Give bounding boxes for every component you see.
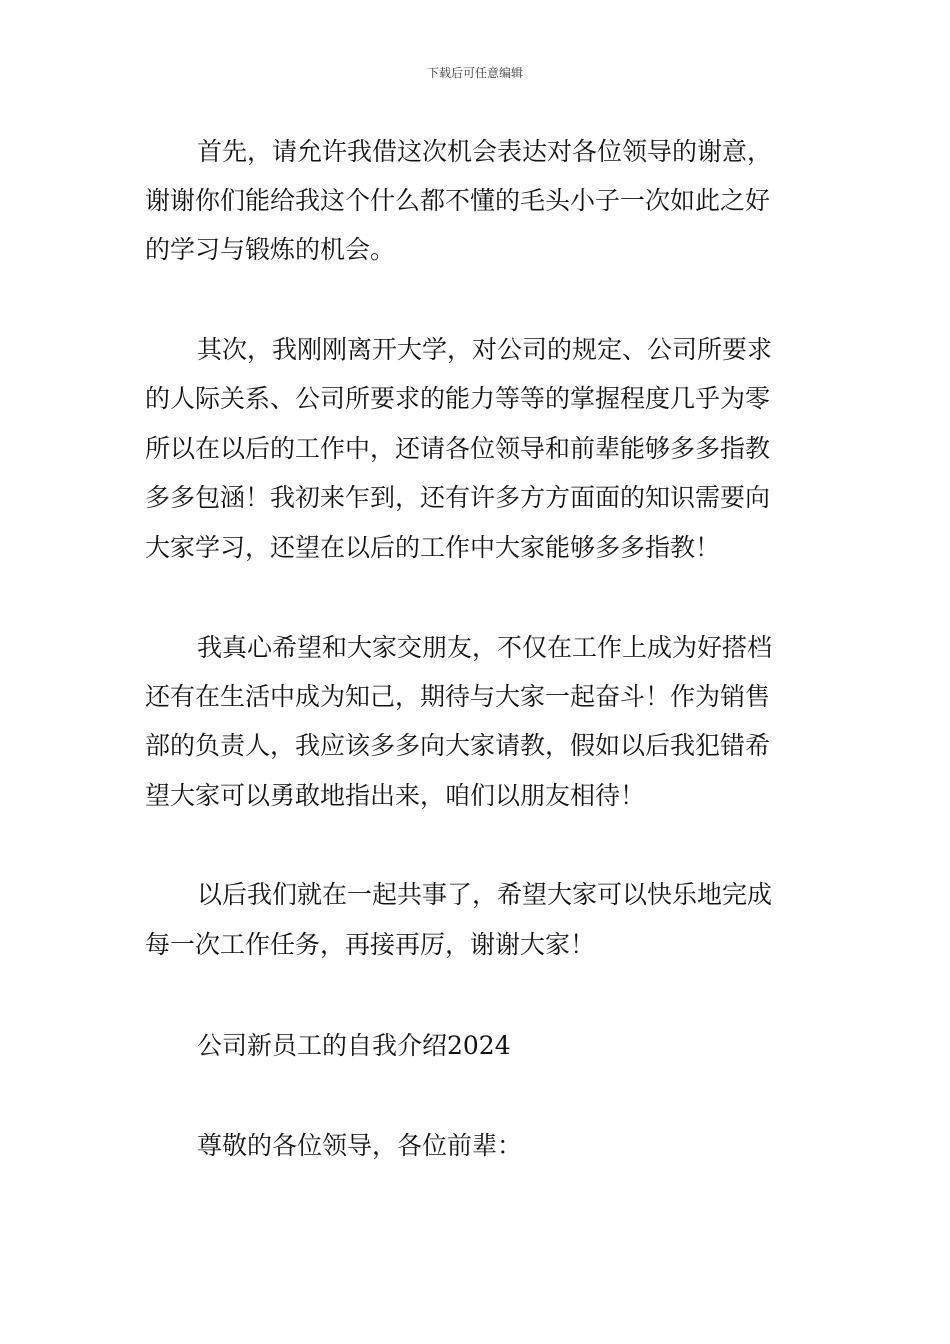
paragraph-line: 谢谢你们能给我这个什么都不懂的毛头小子一次如此之好 <box>145 186 771 215</box>
salutation: 尊敬的各位领导，各位前辈： <box>197 1131 523 1160</box>
paragraph-line: 大家学习，还望在以后的工作中大家能够多多指教！ <box>145 533 721 562</box>
paragraph-line: 多多包涵！我初来乍到，还有许多方方面面的知识需要向 <box>145 483 771 512</box>
paragraph-line: 其次，我刚刚离开大学，对公司的规定、公司所要求 <box>197 335 773 364</box>
paragraph-line: 部的负责人，我应该多多向大家请教，假如以后我犯错希 <box>145 731 771 760</box>
paragraph-line: 还有在生活中成为知己，期待与大家一起奋斗！作为销售 <box>145 682 771 711</box>
paragraph-line: 以后我们就在一起共事了，希望大家可以快乐地完成 <box>197 880 773 909</box>
paragraph-line: 每一次工作任务，再接再厉，谢谢大家！ <box>145 930 596 959</box>
paragraph-line: 的人际关系、公司所要求的能力等等的掌握程度几乎为零 <box>145 384 771 413</box>
paragraph-line: 的学习与锻炼的机会。 <box>145 235 396 264</box>
paragraph-line: 望大家可以勇敢地指出来，咱们以朋友相待！ <box>145 781 646 810</box>
paragraph-line: 首先，请允许我借这次机会表达对各位领导的谢意， <box>197 137 773 166</box>
page-header: 下载后可任意编辑 <box>426 66 523 80</box>
document-title: 公司新员工的自我介绍2024 <box>197 1031 511 1060</box>
paragraph-line: 我真心希望和大家交朋友，不仅在工作上成为好搭档 <box>197 633 773 662</box>
paragraph-line: 所以在以后的工作中，还请各位领导和前辈能够多多指教 <box>145 434 771 463</box>
